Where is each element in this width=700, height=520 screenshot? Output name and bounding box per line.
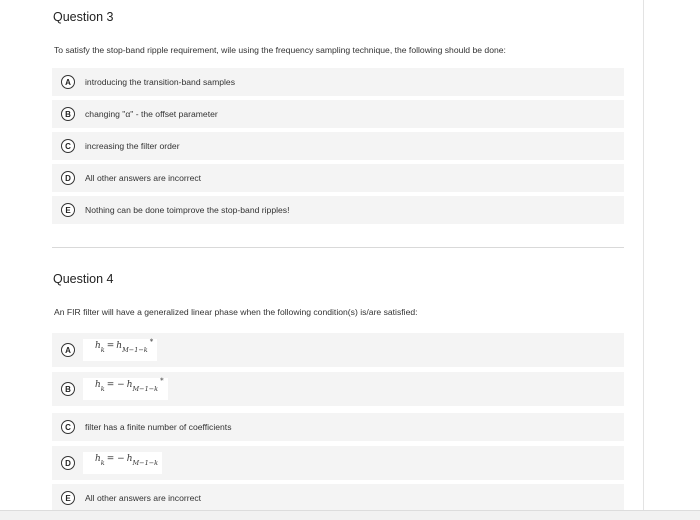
formula-rhs-subscript: M−1−k <box>132 385 159 393</box>
question-4-text: An FIR filter will have a generalized linear phase when the following condition(s) is/are satisfied: <box>54 307 418 317</box>
bottom-scroll-bar[interactable] <box>0 510 700 520</box>
formula-lhs: h <box>95 454 101 464</box>
formula <box>95 377 164 393</box>
formula-rhs: h <box>126 380 133 390</box>
option-label: All other answers are incorrect <box>85 173 202 183</box>
formula-lhs: h <box>95 380 101 390</box>
formula-image <box>83 339 157 361</box>
option-label: changing "α" - the offset parameter <box>85 109 218 119</box>
option-label: filter has a finite number of coefficients <box>85 422 232 432</box>
question-4-title: Question 4 <box>53 272 114 286</box>
q4-option-b[interactable] <box>52 372 624 406</box>
formula-operator: = <box>106 341 115 351</box>
q3-option-e[interactable] <box>52 196 624 224</box>
q4-option-a[interactable] <box>52 333 624 367</box>
formula-image <box>83 378 168 400</box>
formula-conjugate: * <box>160 377 164 385</box>
option-letter-badge: D <box>61 456 75 470</box>
formula-operator: = − <box>106 380 125 390</box>
option-label: All other answers are incorrect <box>85 493 202 503</box>
question-divider <box>52 247 624 248</box>
content-right-border <box>643 0 644 512</box>
option-label: Nothing can be done toimprove the stop-band ripples! <box>85 205 290 215</box>
question-3-text: To satisfy the stop-band ripple requirement, wile using the frequency sampling technique, the following should be done: <box>54 45 506 55</box>
formula-operator: = − <box>106 454 125 464</box>
option-letter-badge: A <box>61 343 75 357</box>
formula-rhs: h <box>126 454 133 464</box>
option-letter-badge: B <box>61 107 75 121</box>
q4-option-d[interactable] <box>52 446 624 480</box>
option-letter-badge: E <box>61 491 75 505</box>
option-letter-badge: B <box>61 382 75 396</box>
formula <box>95 338 154 354</box>
option-label: increasing the filter order <box>85 141 180 151</box>
question-3-title: Question 3 <box>53 10 114 24</box>
option-letter-badge: D <box>61 171 75 185</box>
formula-rhs-subscript: M−1−k <box>132 459 159 467</box>
formula <box>95 454 159 467</box>
q3-option-a[interactable] <box>52 68 624 96</box>
q3-option-b[interactable] <box>52 100 624 128</box>
formula-lhs-subscript: k <box>100 346 105 354</box>
q4-option-c[interactable] <box>52 413 624 441</box>
q3-option-c[interactable] <box>52 132 624 160</box>
option-letter-badge: C <box>61 420 75 434</box>
option-letter-badge: E <box>61 203 75 217</box>
formula-rhs-subscript: M−1−k <box>122 346 148 354</box>
q4-option-e[interactable] <box>52 484 624 512</box>
option-label: introducing the transition-band samples <box>85 77 236 87</box>
formula-image <box>83 452 162 474</box>
q3-option-d[interactable] <box>52 164 624 192</box>
option-letter-badge: A <box>61 75 75 89</box>
formula-lhs: h <box>95 341 101 351</box>
formula-lhs-subscript: k <box>100 459 105 467</box>
formula-conjugate: * <box>149 338 154 346</box>
option-letter-badge: C <box>61 139 75 153</box>
formula-lhs-subscript: k <box>100 385 105 393</box>
formula-rhs: h <box>116 341 123 351</box>
